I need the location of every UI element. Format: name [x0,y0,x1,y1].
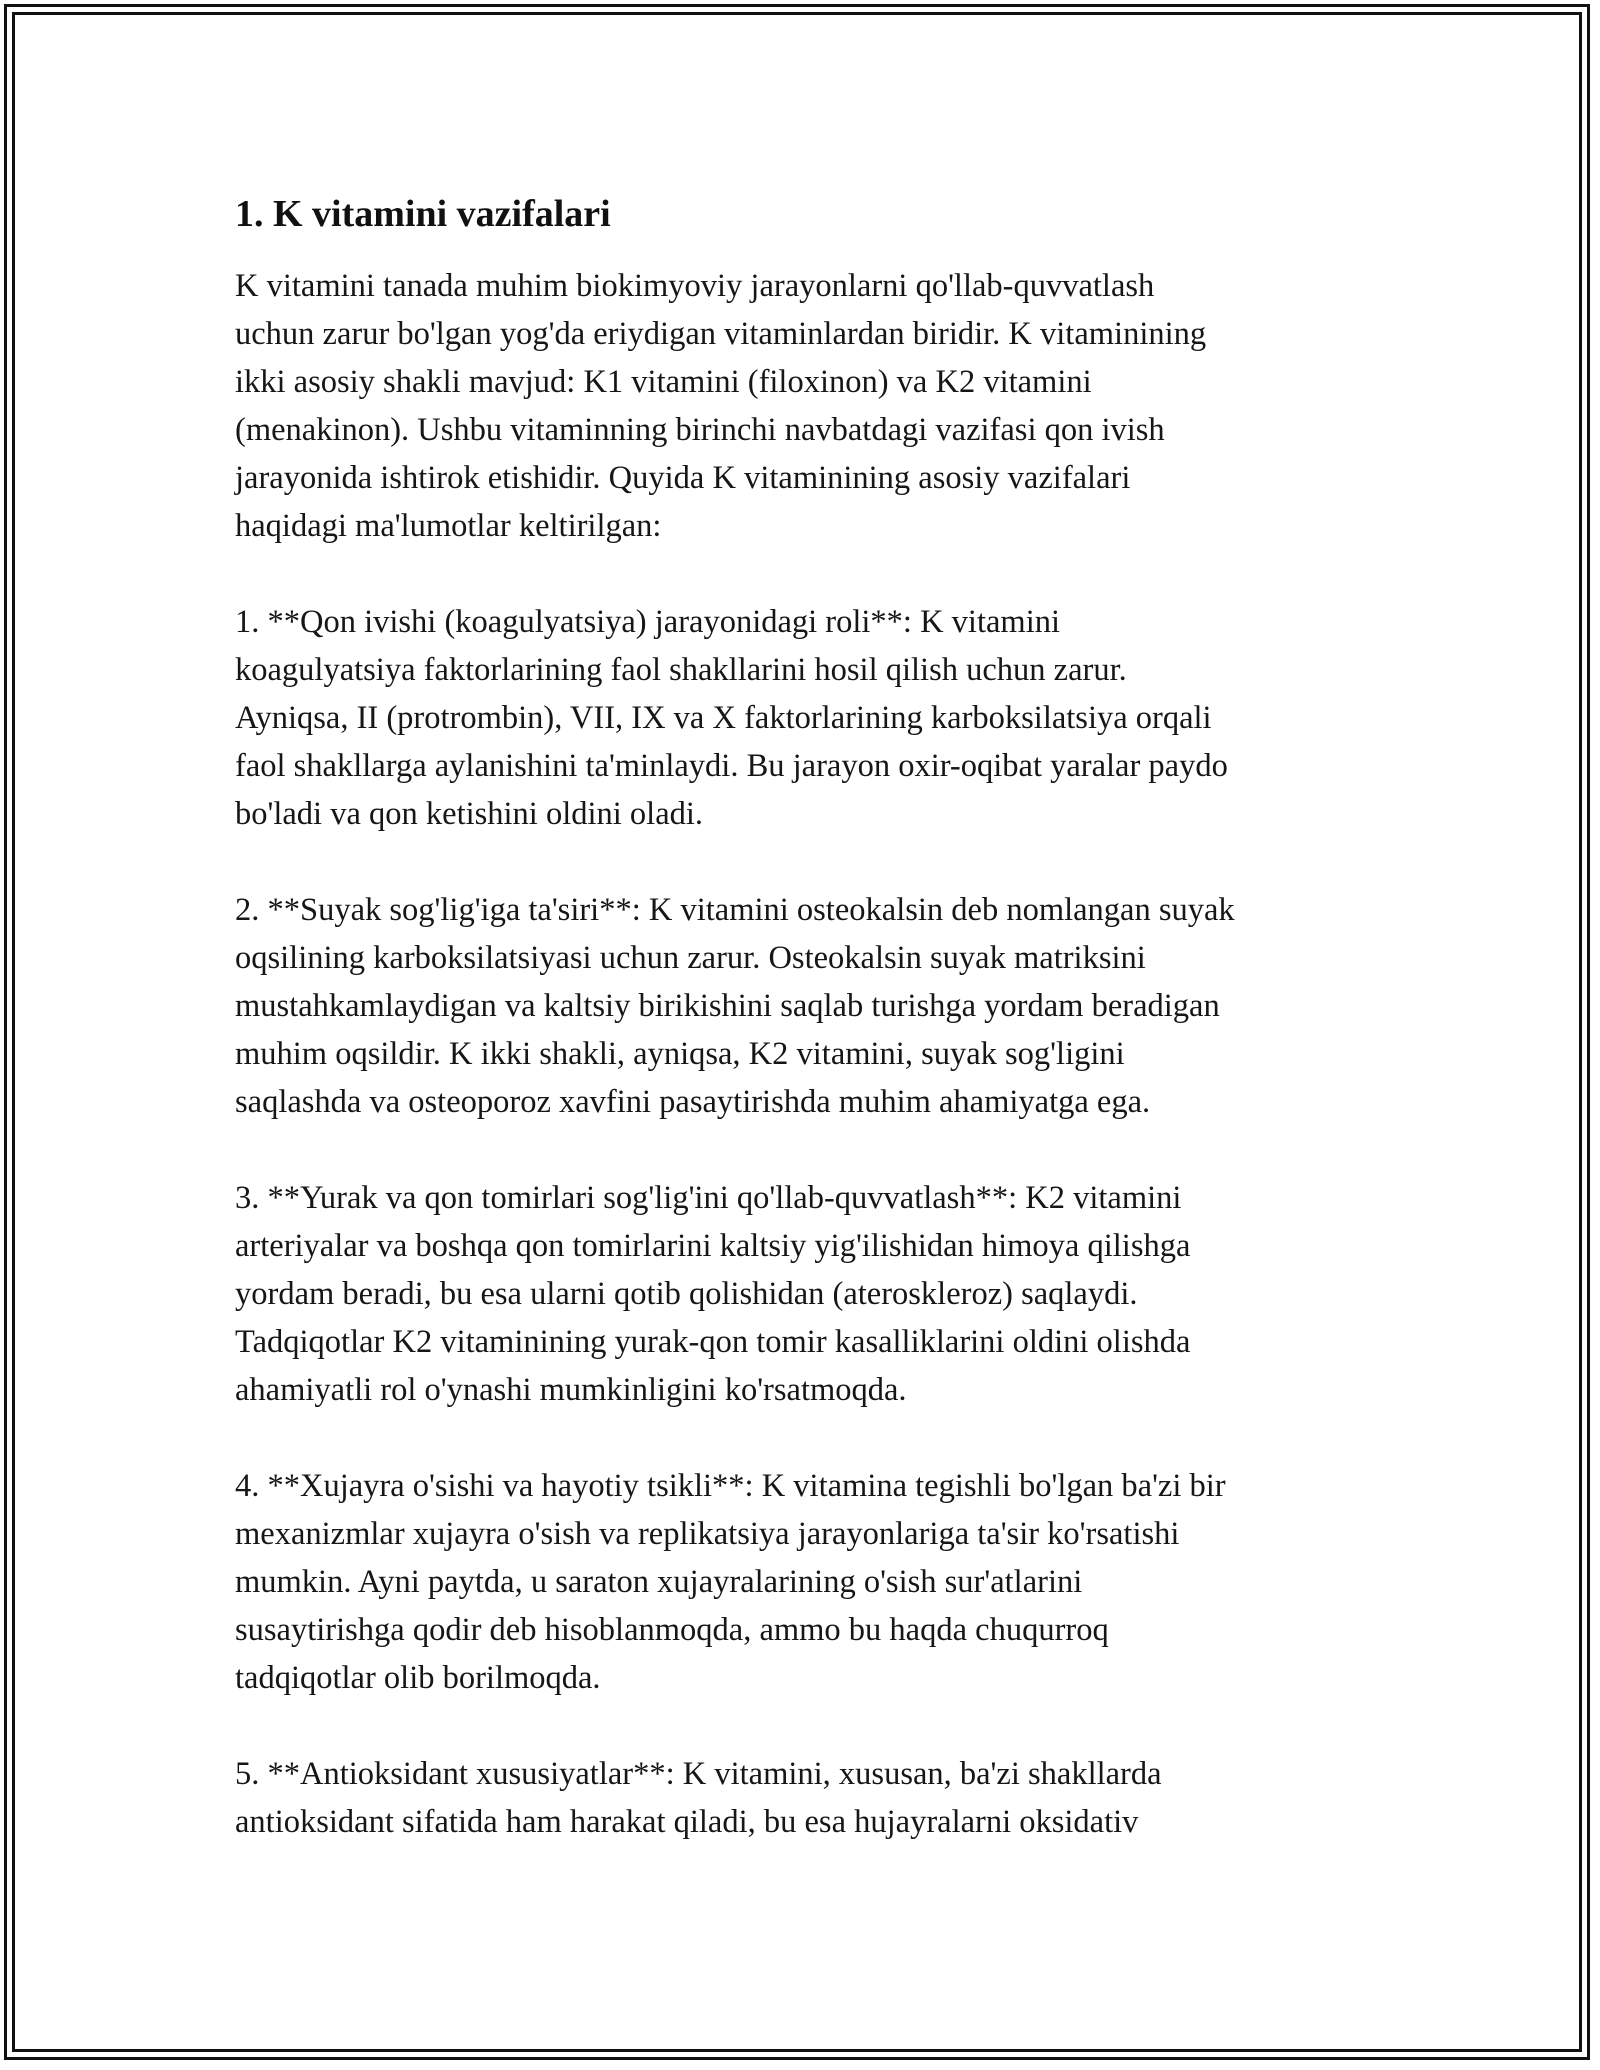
list-item-cell-growth: 4. **Xujayra o'sishi va hayotiy tsikli**: K vitamina tegishli bo'lgan ba'zi bir mexanizmlar xujayra o'sish va replikatsiya jarayonlariga ta'sir ko'rsatishi mumkin. Ayni paytda, u saraton xujayralarining o'sish sur'atlarini susaytirishga qodir deb hisoblanmoqda, ammo bu haqda chuqurroq tadqiqotlar olib borilmoqda. [235,1468,1226,1696]
document-body [235,188,1370,1894]
list-item-antioxidant: 5. **Antioksidant xususiyatlar**: K vitamini, xususan, ba'zi shakllarda antioksidant sifatida ham harakat qiladi, bu esa hujayralarni oksidativ [235,1756,1162,1840]
list-item-blood-clotting: 1. **Qon ivishi (koagulyatsiya) jarayonidagi roli**: K vitamini koagulyatsiya faktorlarining faol shakllarini hosil qilish uchun zarur. Ayniqsa, II (protrombin), VII, IX va X faktorlarining karboksilatsiya orqali faol shakllarga aylanishini ta'minlaydi. Bu jarayon oxir-oqibat yaralar paydo bo'ladi va qon ketishini oldini oladi. [235,604,1228,832]
list-item-bone-health: 2. **Suyak sog'lig'iga ta'siri**: K vitamini osteokalsin deb nomlangan suyak oqsilining karboksilatsiyasi uchun zarur. Osteokalsin suyak matriksini mustahkamlaydigan va kaltsiy birikishini saqlab turishga yordam beradigan muhim oqsildir. K ikki shakli, ayniqsa, K2 vitamini, suyak sog'ligini saqlashda va osteoporoz xavfini pasaytirishda muhim ahamiyatga ega. [235,892,1235,1120]
section-heading: 1. K vitamini vazifalari [235,193,611,235]
list-item-cardiovascular: 3. **Yurak va qon tomirlari sog'lig'ini qo'llab-quvvatlash**: K2 vitamini arteriyalar va boshqa qon tomirlarini kaltsiy yig'ilishidan himoya qilishga yordam beradi, bu esa ularni qotib qolishidan (ateroskleroz) saqlaydi. Tadqiqotlar K2 vitaminining yurak-qon tomir kasalliklarini oldini olishda ahamiyatli rol o'ynashi mumkinligini ko'rsatmoqda. [235,1180,1191,1408]
intro-paragraph: K vitamini tanada muhim biokimyoviy jarayonlarni qo'llab-quvvatlash uchun zarur bo'lgan yog'da eriydigan vitaminlardan biridir. K vitaminining ikki asosiy shakli mavjud: K1 vitamini (filoxinon) va K2 vitamini (menakinon). Ushbu vitaminning birinchi navbatdagi vazifasi qon ivish jarayonida ishtirok etishidir. Quyida K vitaminining asosiy vazifalari haqidagi ma'lumotlar keltirilgan: [235,268,1207,544]
